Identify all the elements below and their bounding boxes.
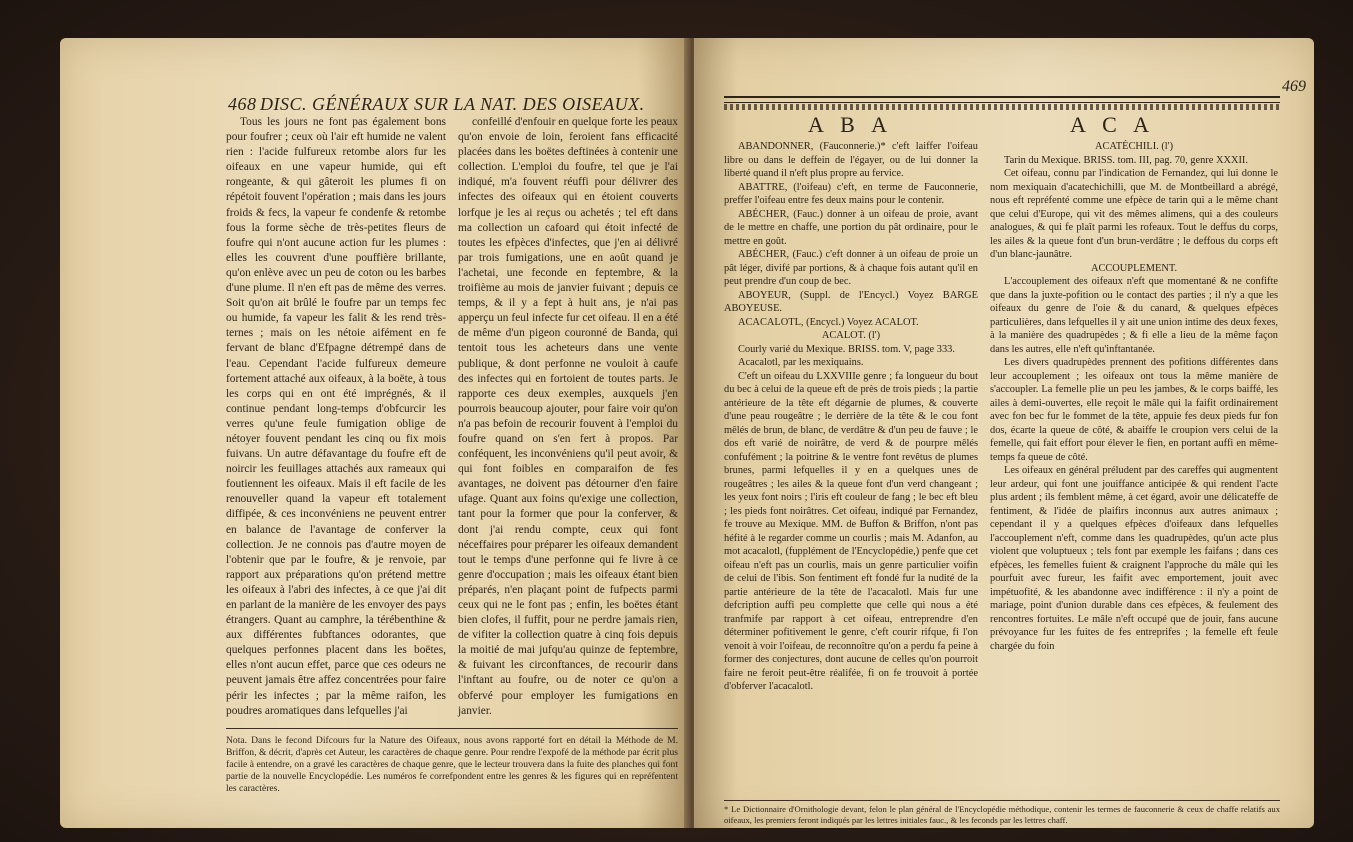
- entry-acalot-description: C'eft un oifeau du LXXVIIIe genre ; fa longueur du bout du bec à celui de la queue eft de près de trois pieds ; la partie antérieure de la tête eft dégarnie de plumes, & couverte d'une peau rougeâtre ; le derrière de la tête & le cou font mêlés de brun, de blanc, de verdâtre & d'un peu de fauve ; le dos eft varié de noirâtre, de verd & de pourpre mêlés confufément ; la poitrine & le ventre font revêtus de plumes brunes, parmi lefquelles il y en a quelques unes de rougeâtres ; les ailes & la queue font d'un verd changeant ; les yeux font noirs ; l'iris eft couleur de fang ; le bec eft bleu ; les pieds font noirâtres. Cet oifeau, indiqué par Fernandez, fe trouve au Mexique. MM. de Buffon & Briffon, n'ont pas héfité à le regarder comme un courlis ; mais M. Adanfon, au mot acacalotl, (fupplément de l'Encyclopédie,) penfe que cet oifeau n'eft pas un courlis, mais un genre particulier voifin de celui de l'ibis. Son fentiment eft fondé fur la nudité de la partie antérieure de la tête de l'acacalotl. Mais fur une defcription auffi peu complette que celle qui nous a été tranfmife par rapport à cet oifeau, entreprendre d'en déterminer pofitivement le genre, c'eft courir rifque, fi l'on venoit à voir l'oifeau, de reconnoître qu'on a perdu fa peine à former des conjectures, dont aucune de celles qu'on pourroit faire ne feroit peut-être réalifée, fi on fe trouvoit à portée d'obferver l'acacalotl.: [724, 370, 978, 692]
- left-note: [226, 735, 678, 795]
- right-page-number: 469: [1282, 78, 1306, 95]
- entry-acalot-title: ACALOT. (l'): [821, 330, 881, 341]
- entry-abecher-1: ABÉCHER, (Fauc.) donner à un oifeau de proie, avant de le mettre en chaffe, une portion du pât ordinaire, pour le mettre en goût.: [724, 208, 978, 247]
- left-column-1: [226, 115, 446, 719]
- entry-abattre: ABATTRE, (l'oifeau) c'eft, en terme de Fauconnerie, preffer l'oifeau entre fes deux mains pour le contenir.: [724, 181, 978, 206]
- right-footnote: [724, 804, 1280, 825]
- entry-acatechili-description: Cet oifeau, connu par l'indication de Fernandez, qui lui donne le nom mexiquain d'acatechichilli, que M. de Montbeillard a abrégé, nous eft repréfenté comme une efpèce de tarin qui a le même chant que celui d'Europe, qui vit des mêmes alimens, qui a des couleurs analogues, & qui fe plaît parmi les rofeaux. Tout le deffus du corps, les ailes & la queue font d'un brun-verdâtre ; le deffous du corps eft d'un blanc-jaunâtre.: [990, 168, 1278, 260]
- left-running-head: DISC. GÉNÉRAUX SUR LA NAT. DES OISEAUX.: [260, 94, 645, 114]
- left-column-1-text: Tous les jours ne font pas également bons pour foufrer ; ceux où l'air eft humide ne valent rien : l'acide fulfureux retombe alors fur les oifeaux en une vapeur humide, qui eft rongeante, & qui gâteroit les plumes fi on répétoit fouvent l'opération ; mais dans les jours froids & fecs, la vapeur fe condenfe & retombe fous la forme sèche de très-petites fleurs de foufre qui n'ont aucune action fur les plumes : elles les couvrent d'une pouffière brillante, qu'on enlève avec un peu de coton ou les barbes d'une plume. Il n'en eft pas de même des verres. Soit qu'on ait brûlé le foufre par un temps fec ou humide, fa vapeur les falit & les rend très-ternes ; mais on les nétoie aifément en fe fervant de blanc d'Efpagne détrempé dans de l'eau. Cependant l'acide fulfureux demeure fortement attaché aux oifeaux, à la boëte, à tous les corps qui en ont été imprégnés, & il continue pendant long-temps d'obfcurcir les verres qu'une feule fumigation oblige de nétoyer fouvent pendant les cinq ou fix mois fuivans. Un autre défavantage du foufre eft de noircir les feuillages attachés aux rameaux qui foutiennent les oifeaux. Mais il eft facile de les renouveller quand la vapeur eft totalement diffipée, & ces inconvéniens ne peuvent entrer en balance de l'avantage de conferver la collection. Je ne connois pas d'autre moyen de l'obtenir que par le foufre, & je renvoie, par rapport aux préparations qu'on prétend mettre les oifeaux à l'abri des infectes, à ce que j'ai dit en parlant de la manière de les envoyer des pays étrangers. Quant au camphre, la térébenthine & aux différentes fubftances odorantes, que quelques perfonnes placent dans les boëtes, elles n'ont aucun effet, parce que ces odeurs ne peuvent jamais être affez concentrées pour faire périr les infectes ; par la même raifon, les poudres aromatiques dans lefquelles j'ai: [226, 116, 446, 717]
- right-page: [694, 38, 1314, 828]
- entry-abecher-2: ABÉCHER, (Fauc.) c'eft donner à un oifeau de proie un pât léger, divifé par portions, & à chaque fois autant qu'il en peut prendre d'un coup de bec.: [724, 249, 978, 287]
- left-column-2-text: confeillé d'enfouir en quelque forte les peaux qu'on envoie de loin, feroient fans efficacité placées dans les boëtes deftinées à contenir une collection. L'emploi du foufre, tel que je l'ai indiqué, m'a fouvent réuffi pour délivrer des infectes des oifeaux qui en étoient couverts lorfque je les ai reçus ou achetés ; tel eft dans ma collection un cafoard qui étoit infecté de toutes les efpèces d'infectes, que j'en ai délivré par trois fumigations, une en août quand je l'achetai, une feconde en feptembre, & la troifième au mois de janvier fuivant ; depuis ce temps, & il y a fept à huit ans, je n'ai pas apperçu un feul infecte fur cet oifeau. Il en a été de même d'un pigeon couronné de Banda, qui tentoit tous les acheteurs dans une vente publique, & dont perfonne ne vouloit à caufe des infectes qui en fortoient de toutes parts. Je rapporte ces deux exemples, auxquels j'en pourrois beaucoup ajouter, pour faire voir qu'on n'a pas befoin de recourir fouvent à l'emploi du foufre quand on s'en fert à propos. Par conféquent, les inconvéniens qu'il peut avoir, & qui font foibles en comparaifon de fes avantages, ne doivent pas détourner d'en faire ufage. Quant aux foins qu'exige une collection, tant pour la former que pour la conferver, & dont j'ai rendu compte, ceux qui font néceffaires pour préparer les oifeaux demandent tout le temps d'une perfonne qui fe livre à ce genre d'occupation ; mais les oifeaux étant bien préparés, n'en plaçant point de fufpects parmi ceux qui ne le font pas ; enfin, les boëtes étant bien clofes, il fuffit, pour ne perdre jamais rien, de vifiter la collection quatre à cinq fois depuis la moitié de mai jufqu'au quinze de feptembre, & fuivant les circonftances, de recourir dans l'inftant au foufre, ou de noter ce qu'on a obfervé pour employer les fumigations en janvier.: [458, 116, 678, 717]
- column-heading-aba: A B A: [808, 112, 894, 137]
- left-note-rule: [226, 728, 678, 729]
- right-footnote-rule: [724, 800, 1280, 801]
- right-header-rule: [724, 96, 1280, 103]
- left-page: [60, 38, 688, 828]
- right-column-2: [990, 140, 1278, 653]
- column-heading-aca: A C A: [1070, 112, 1156, 137]
- left-page-number: 468: [228, 94, 257, 114]
- entry-accouplement-title: ACCOUPLEMENT.: [1090, 262, 1178, 274]
- entry-acalot-reference: Courly varié du Mexique. BRISS. tom. V, page 333.: [738, 343, 955, 355]
- entry-accouplement-1: L'accouplement des oifeaux n'eft que momentané & ne confifte que dans la juxte-pofition ou le contact des parties ; il n'y a que les oifeaux du genre de l'oie & du canard, & quelques efpèces particulières, dans lefquelles il y ait une union intime des deux fexes, à la manière des quadrupèdes ; & fi elle a lieu de la même façon dans les autres, elle n'eft qu'inftantanée.: [990, 276, 1278, 355]
- left-note-text: Nota. Dans le fecond Difcours fur la Nature des Oifeaux, nous avons rapporté fort en détail la Méthode de M. Briffon, & décrit, d'après cet Auteur, les caractères de chaque genre. Pour rendre l'expofé de la méthode par écrit plus facile à entendre, on a gravé les caractères de chaque genre, que le lecteur trouvera dans la fuite des planches qui font partie de la nouvelle Encyclopédie. Les numéros fe correfpondent entre les genres & les figures qui en repréfentent les caractères.: [226, 735, 678, 794]
- entry-accouplement-3: Les oifeaux en général préludent par des careffes qui augmentent leur ardeur, qui font une jouiffance anticipée & qui rendent l'acte plus ardent ; ils femblent même, à cet égard, avoir une délicateffe de fentiment, & l'idée de plaifirs inconnus aux autres animaux ; cependant il y a quelques efpèces d'oifeaux dans lefquelles l'accouplement n'eft, comme dans les quadrupèdes, qu'un acte plus violent que voluptueux ; tels font par exemple les faifans ; dans ces efpèces, les femelles fuient & craignent l'approche du mâle qui les pourfuit avec fureur, les faifit avec emportement, jouit avec impétuofité, & les abandonne avec indifférence : il n'y a point de mariage, point d'union durable dans ces efpèces, & feulement des rencontres fortuites. Le mâle n'eft occupé que de jouir, fans aucune prévoyance fur les fuites de fes entreprifes ; la femelle eft feule chargée du foin: [990, 465, 1278, 652]
- entry-acatechili-title: ACATÉCHILI. (l'): [1094, 141, 1174, 152]
- entry-aboyeur: ABOYEUR, (Suppl. de l'Encycl.) Voyez BARGE ABOYEUSE.: [724, 289, 978, 314]
- entry-acalot-synonym: Acacalotl, par les mexiquains.: [738, 357, 864, 368]
- left-column-2: [458, 115, 678, 719]
- right-footnote-text: * Le Dictionnaire d'Ornithologie devant, felon le plan général de l'Encyclopédie méthodique, contenir les termes de fauconnerie & ceux de chaffe relatifs aux oifeaux, les premiers feront indiqués par les lettres initiales fauc., & les feconds par les lettres chaff.: [724, 804, 1280, 825]
- entry-abandonner: ABANDONNER, (Fauconnerie.)* c'eft laiffer l'oifeau libre ou dans le deffein de l'égayer, ou de lui donner la liberté quand il n'eft plus propre au fervice.: [724, 141, 978, 179]
- entry-accouplement-2: Les divers quadrupèdes prennent des pofitions différentes dans leur accouplement ; les oifeaux ont tous la même manière de s'accoupler. La femelle plie un peu les jambes, & le corps baiffé, les ailes à demi-ouvertes, elle reçoit le mâle qui la faifit ordinairement avec fon bec fur le fommet de la tête, appuie fes deux pieds fur fon dos, écarte la queue de côté, & abaiffe le croupion vers celui de la femelle, qui fait effort pour élever le fien, en portant auffi en même-temps fa queue de côté.: [990, 357, 1278, 463]
- right-column-1: [724, 140, 978, 694]
- entry-acacalotl: ACACALOTL, (Encycl.) Voyez ACALOT.: [738, 316, 919, 328]
- entry-acatechili-reference: Tarin du Mexique. BRISS. tom. III, pag. 70, genre XXXII.: [1004, 154, 1248, 166]
- right-header-ornament: [724, 104, 1280, 110]
